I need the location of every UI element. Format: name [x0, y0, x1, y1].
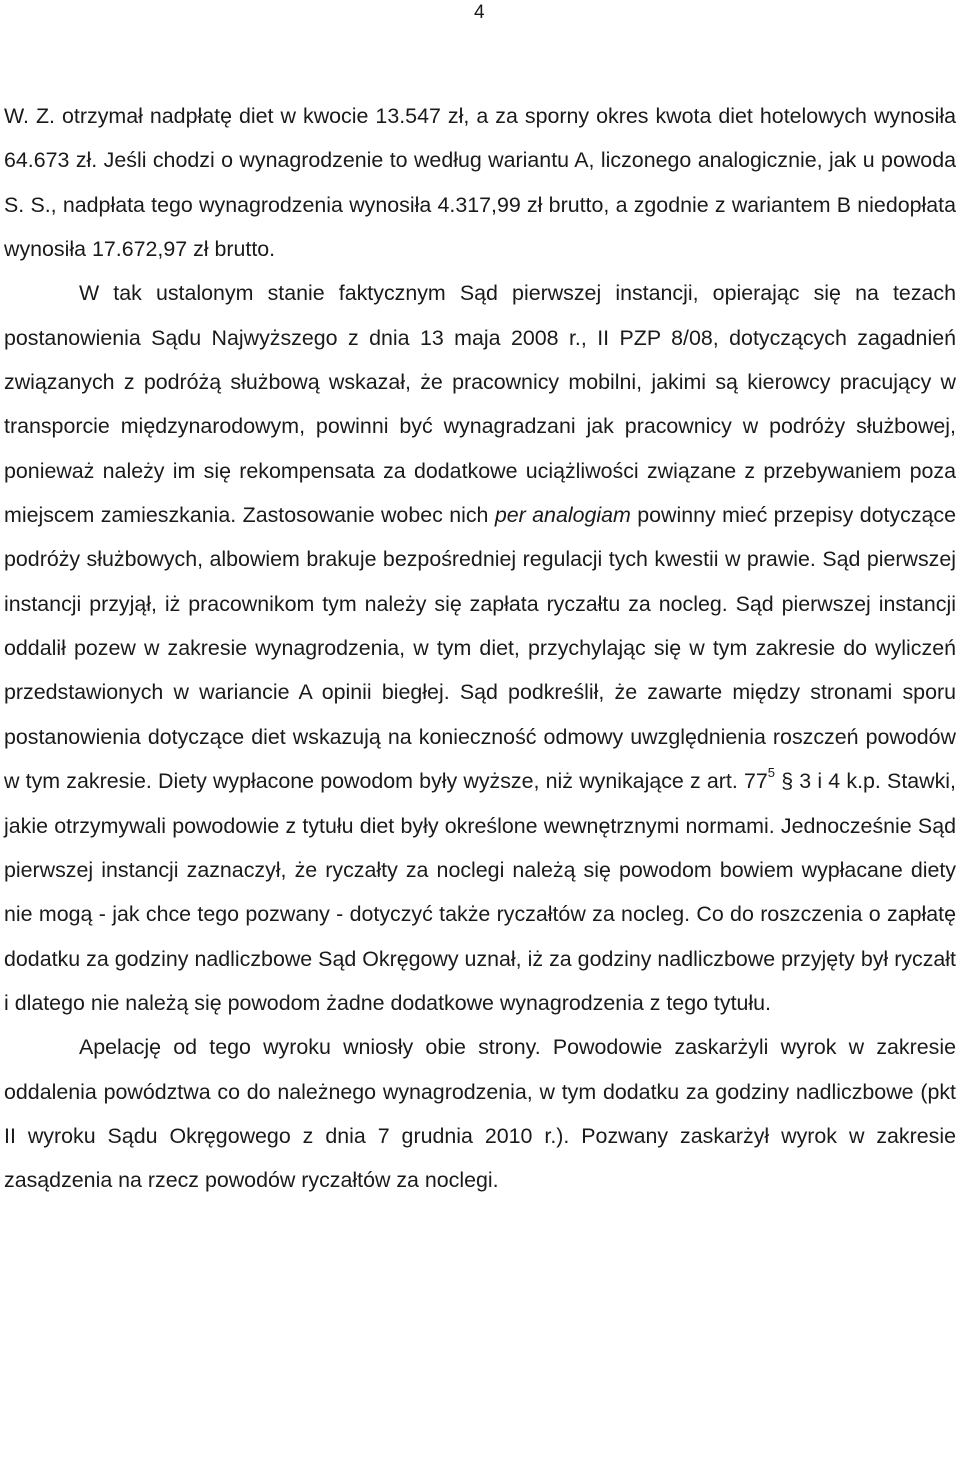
paragraph-2-part-2: powinny mieć przepisy dotyczące podróży służbowych, albowiem brakuje bezpośredniej regulacji tych kwestii w prawie. Sąd pierwszej instancji przyjął, iż pracownikom tym należy się zapłata ryczałtu za nocleg. Sąd pierwszej instancji oddalił pozew w zakresie wynagrodzenia, w tym diet, przychylając się w tym zakresie do wyliczeń przedstawionych w wariancie A opinii biegłej. Sąd podkreślił, że zawarte między stronami sporu postanowienia dotyczące diet wskazują na konieczność odmowy uwzględnienia roszczeń powodów w tym zakresie. Diety wypłacone powodom były wyższe, niż wynikające z art. 77 [4, 503, 957, 794]
latin-phrase: per analogiam [494, 503, 631, 528]
article-superscript: 5 [767, 765, 776, 781]
paragraph-2-part-1: W tak ustalonym stanie faktycznym Sąd pierwszej instancji, opierając się na tezach postanowienia Sądu Najwyższego z dnia 13 maja 2008 r., II PZP 8/08, dotyczących zagadnień związanych z podróżą służbową wskazał, że pracownicy mobilni, jakimi są kierowcy pracujący w transporcie międzynarodowym, powinni być wynagradzani jak pracownicy w podróży służbowej, ponieważ należy im się rekompensata za dodatkowe uciążliwości związane z przebywaniem poza miejscem zamieszkania. Zastosowanie wobec nich [4, 281, 956, 528]
paragraph-3: Apelację od tego wyroku wniosły obie strony. Powodowie zaskarżyli wyrok w zakresie oddalenia powództwa co do należnego wynagrodzenia, w tym dodatku za godziny nadliczbowe (pkt II wyroku Sądu Okręgowego z dnia 7 grudnia 2010 r.). Pozwany zaskarżył wyrok w zakresie zasądzenia na rzecz powodów ryczałtów za noclegi. [4, 1035, 956, 1193]
paragraph-1: W. Z. otrzymał nadpłatę diet w kwocie 13.547 zł, a za sporny okres kwota diet hotelowych wynosiła 64.673 zł. Jeśli chodzi o wynagrodzenie to według wariantu A, liczonego analogicznie, jak u powoda S. S., nadpłata tego wynagrodzenia wynosiła 4.317,99 zł brutto, a zgodnie z wariantem B niedopłata wynosiła 17.672,97 zł brutto. [4, 104, 956, 262]
document-body [4, 94, 956, 1203]
paragraph-2 [4, 271, 956, 1025]
paragraph-2-part-3: § 3 i 4 k.p. Stawki, jakie otrzymywali powodowie z tytułu diet były określone wewnętrznymi normami. Jednocześnie Sąd pierwszej instancji zaznaczył, że ryczałty za noclegi należą się powodom bowiem wypłacane diety nie mogą - jak chce tego pozwany - dotyczyć także ryczałtów za nocleg. Co do roszczenia o zapłatę dodatku za godziny nadliczbowe Sąd Okręgowy uznał, iż za godziny nadliczbowe przyjęty był ryczałt i dlatego nie należą się powodom żadne dodatkowe wynagrodzenia z tego tytułu. [4, 769, 957, 1015]
page-number: 4 [474, 2, 485, 23]
